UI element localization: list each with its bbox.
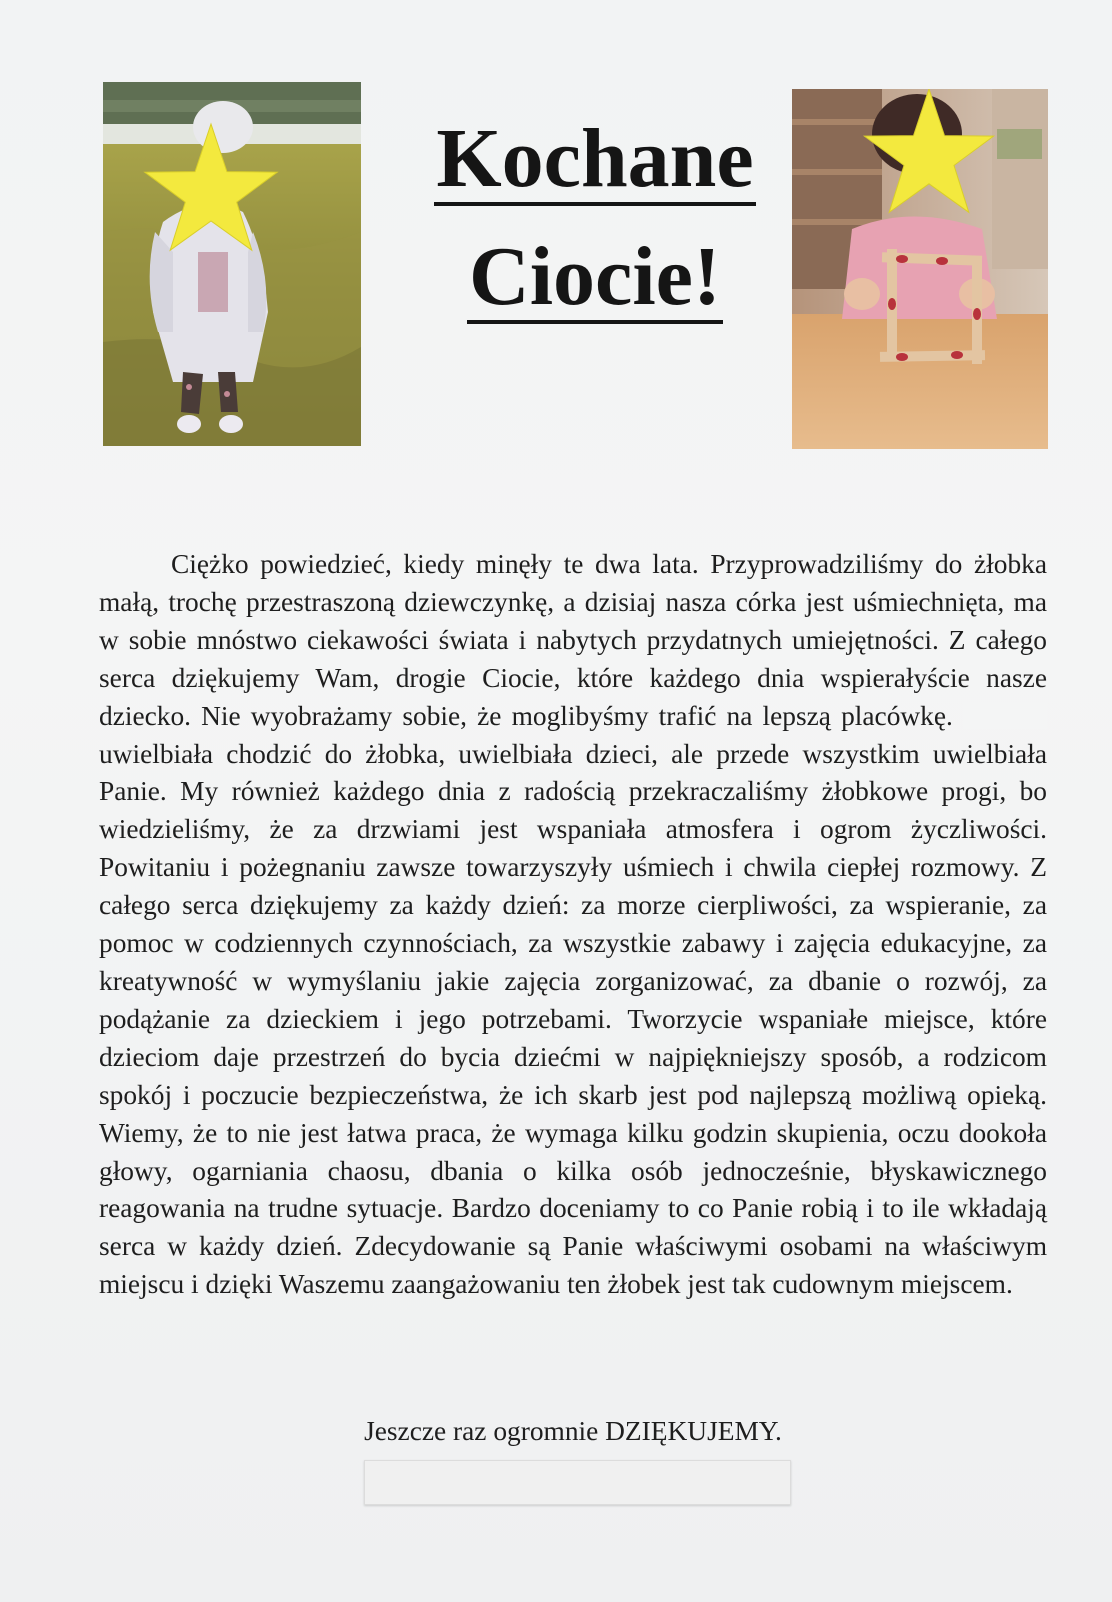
letter-body-part-2: uwielbiała chodzić do żłobka, uwielbiała dzieci, ale przede wszystkim uwielbiała Panie. My również każdego dnia z radością przekraczaliśmy żłobkowe progi, bo wiedzieliśmy, że za drzwiami jest wspaniała atmosfera i ogrom życzliwości. Powitaniu i pożegnaniu zawsze towarzyszyły uśmiech i chwila ciepłej rozmowy. Z całego serca dziękujemy za każdy dzień: za morze cierpliwości, za wspieranie, za pomoc w codziennych czynnościach, za wszystkie zabawy i zajęcia edukacyjne, za kreatywność w wymyślaniu jakie zajęcia zorganizować, za dbanie o rozwój, za podążanie za dzieckiem i jego potrzebami. Tworzycie wspaniałe miejsce, które dzieciom daje przestrzeń do bycia dziećmi w najpiękniejszy sposób, a rodzicom spokój i poczucie bezpieczeństwa, że ich skarb jest pod najlepszą możliwą opieką. Wiemy, że to nie jest łatwa praca, że wymaga kilku godzin skupienia, oczu dookoła głowy, ogarniania chaosu, dbania o kilka osób jednocześnie, błyskawicznego reagowania na trudne sytuacje. Bardzo doceniamy to co Panie robią i to ile wkładają serca w każdy dzień. Zdecydowanie są Panie właściwymi osobami na właściwym miejscu i dzięki Waszemu zaangażowaniu ten żłobek jest tak cudownym miejscem. xyxy=(99,738,1047,1300)
letter-closing: Jeszcze raz ogromnie DZIĘKUJEMY. xyxy=(364,1416,782,1446)
photo-child-outdoor xyxy=(103,82,361,446)
title-line-1: Kochane xyxy=(436,112,754,205)
photo-child-craft xyxy=(792,89,1048,449)
letter-title xyxy=(380,100,810,336)
letter-body-part-1: Ciężko powiedzieć, kiedy minęły te dwa lata. Przyprowadziliśmy do żłobka małą, trochę przestraszoną dziewczynkę, a dzisiaj nasza córka jest uśmiechnięta, ma w sobie mnóstwo ciekawości świata i nabytych przydatnych umiejętności. Z całego serca dziękujemy Wam, drogie Ciocie, które każdego dnia wspierałyście nasze dziecko. Nie wyobrażamy sobie, że moglibyśmy trafić na lepszą placówkę. xyxy=(99,549,1047,731)
redacted-signature xyxy=(364,1460,791,1505)
redacted-name xyxy=(963,703,1047,729)
letter-body xyxy=(99,546,1047,1304)
title-line-2: Ciocie! xyxy=(469,230,721,323)
